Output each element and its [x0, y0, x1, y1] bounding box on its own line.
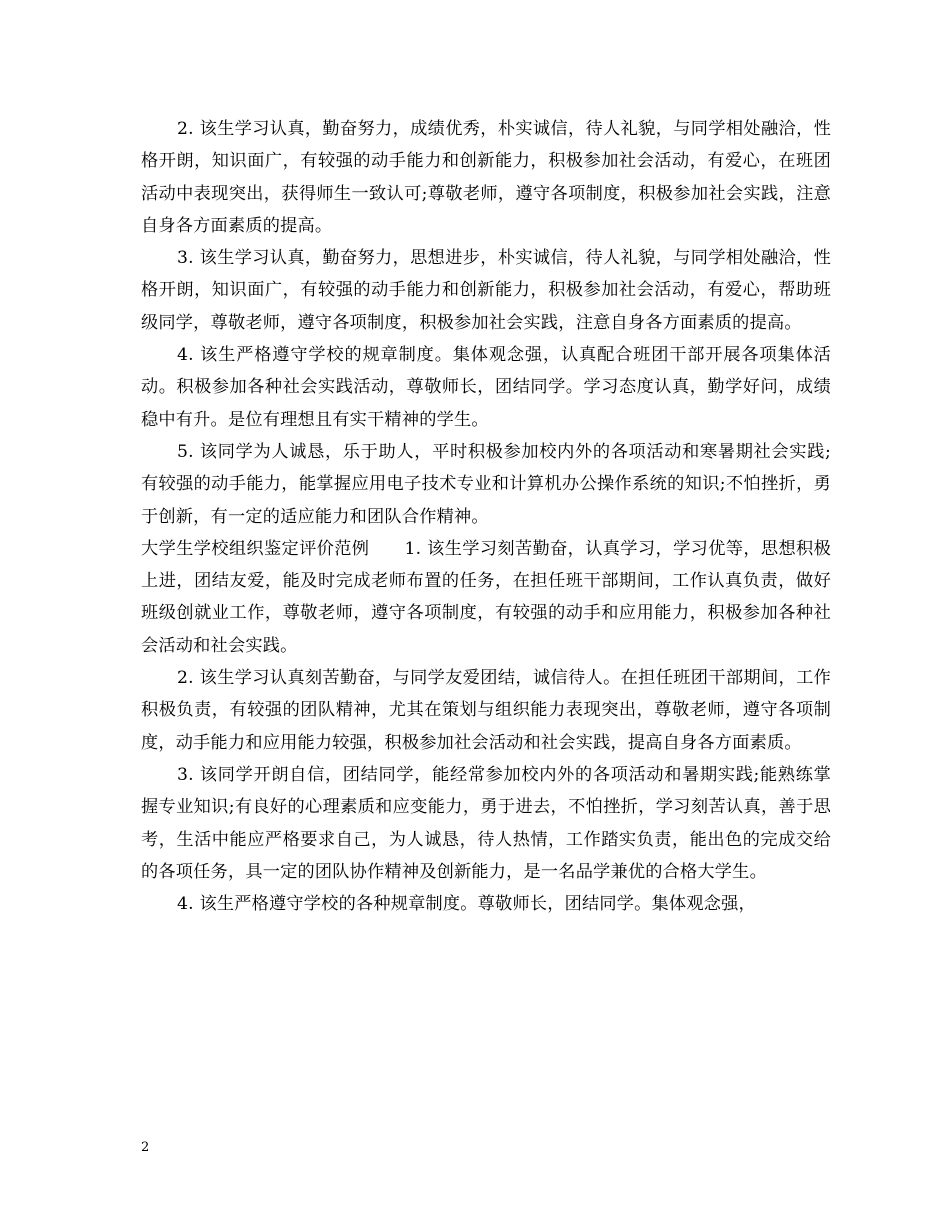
paragraph-section-evaluation-3: 3. 该同学开朗自信，团结同学，能经常参加校内外的各项活动和暑期实践;能熟练掌握专业知识;有良好的心理素质和应变能力，勇于进去，不怕挫折，学习刻苦认真，善于思考，生活中能应严格要求自己，为人诚恳，待人热情，工作踏实负责，能出色的完成交给的各项任务，具一定的团队协作精神及创新能力，是一名品学兼优的合格大学生。: [141, 764, 831, 882]
document-body: [141, 113, 831, 920]
paragraph-evaluation-4: 4. 该生严格遵守学校的规章制度。集体观念强，认真配合班团干部开展各项集体活动。积极参加各种社会实践活动，尊敬师长，团结同学。学习态度认真，勤学好问，成绩稳中有升。是位有理想且有实干精神的学生。: [141, 345, 831, 430]
page-number: 2: [141, 1140, 150, 1155]
paragraph-evaluation-3: 3. 该生学习认真，勤奋努力，思想进步，朴实诚信，待人礼貌，与同学相处融洽，性格开朗，知识面广，有较强的动手能力和创新能力，积极参加社会活动，有爱心，帮助班级同学，尊敬老师，遵守各项制度，积极参加社会实践，注意自身各方面素质的提高。: [141, 248, 831, 333]
paragraph-evaluation-5: 5. 该同学为人诚恳，乐于助人，平时积极参加校内外的各项活动和寒暑期社会实践;有较强的动手能力，能掌握应用电子技术专业和计算机办公操作系统的知识;不怕挫折，勇于创新，有一定的适应能力和团队合作精神。: [141, 441, 831, 527]
paragraph-evaluation-2: 2. 该生学习认真，勤奋努力，成绩优秀，朴实诚信，待人礼貌，与同学相处融洽，性格开朗，知识面广，有较强的动手能力和创新能力，积极参加社会活动，有爱心，在班团活动中表现突出，获得师生一致认可;尊敬老师，遵守各项制度，积极参加社会实践，注意自身各方面素质的提高。: [141, 119, 831, 236]
paragraph-section-evaluation-4: 4. 该生严格遵守学校的各种规章制度。尊敬师长，团结同学。集体观念强，: [177, 894, 756, 915]
paragraph-section-heading-evaluation-1: 大学生学校组织鉴定评价范例 1. 该生学习刻苦勤奋，认真学习，学习优等，思想积极上进，团结友爱，能及时完成老师布置的任务，在担任班干部期间，工作认真负责，做好班级创就业工作，尊敬老师，遵守各项制度，有较强的动手和应用能力，积极参加各种社会活动和社会实践。: [141, 538, 831, 656]
paragraph-section-evaluation-2: 2. 该生学习认真刻苦勤奋，与同学友爱团结，诚信待人。在担任班团干部期间，工作积极负责，有较强的团队精神，尤其在策划与组织能力表现突出，尊敬老师，遵守各项制度，动手能力和应用能力较强，积极参加社会活动和社会实践，提高自身各方面素质。: [141, 668, 831, 753]
